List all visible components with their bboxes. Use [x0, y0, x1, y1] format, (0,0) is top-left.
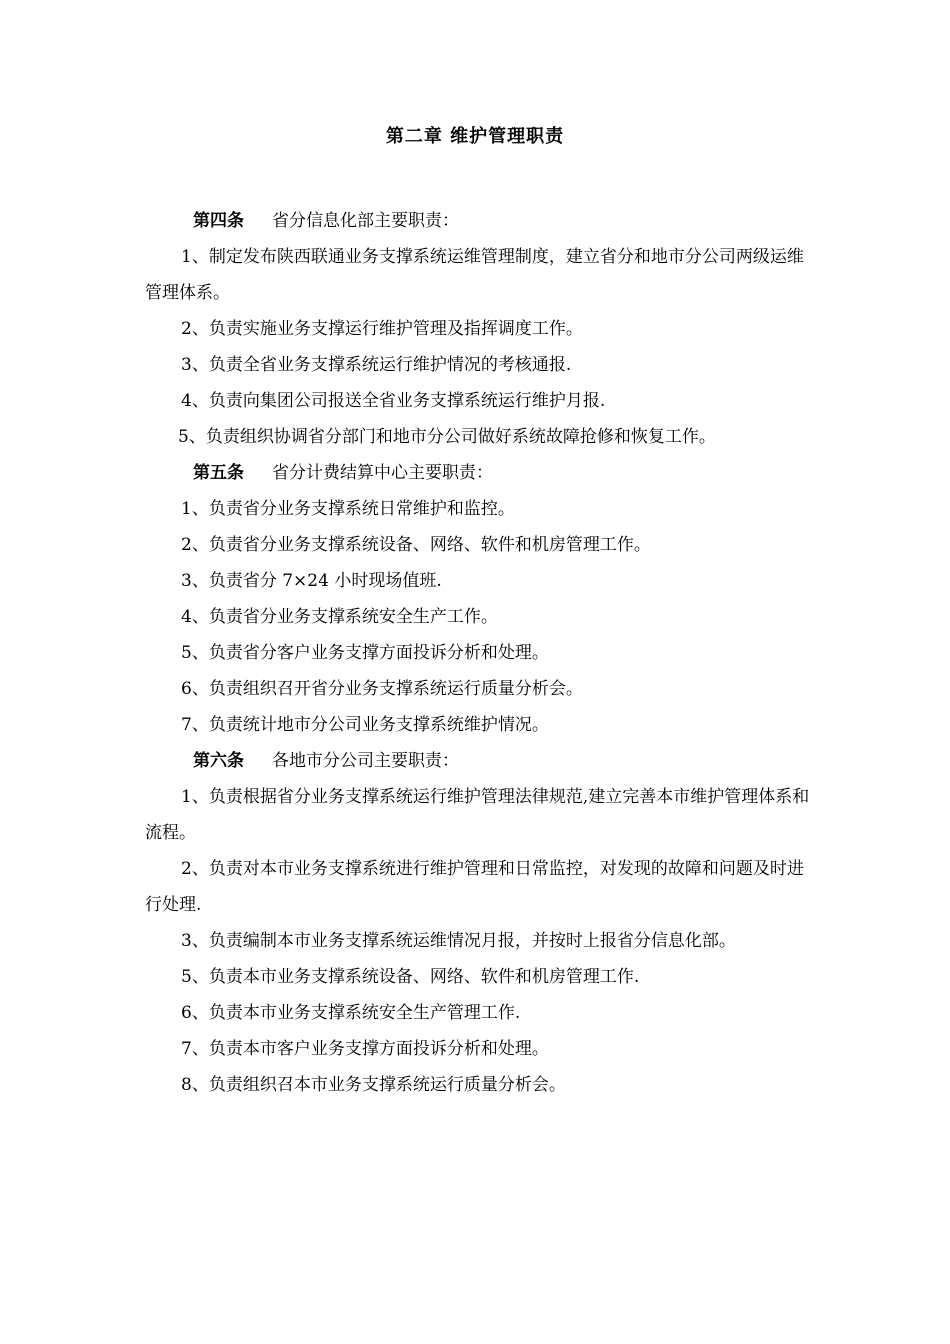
list-item: 2、负责对本市业务支撑系统进行维护管理和日常监控，对发现的故障和问题及时进行处理. — [145, 859, 804, 915]
list-item: 7、负责本市客户业务支撑方面投诉分析和处理。 — [181, 1039, 549, 1059]
list-item: 5、负责本市业务支撑系统设备、网络、软件和机房管理工作. — [181, 967, 640, 987]
article-heading-text: 省分信息化部主要职责： — [272, 211, 459, 231]
list-item: 6、负责本市业务支撑系统安全生产管理工作. — [181, 1003, 521, 1023]
article-heading-text: 各地市分公司主要职责： — [272, 751, 459, 771]
list-item: 5、负责省分客户业务支撑方面投诉分析和处理。 — [181, 643, 549, 663]
list-item: 3、负责省分 7×24 小时现场值班. — [181, 571, 442, 591]
article-heading — [145, 455, 810, 491]
article-heading — [145, 743, 810, 779]
list-item: 1、制定发布陕西联通业务支撑系统运维管理制度，建立省分和地市分公司两级运维管理体系。 — [145, 247, 804, 303]
article-label: 第四条 — [193, 211, 244, 231]
list-item: 5、负责组织协调省分部门和地市分公司做好系统故障抢修和恢复工作。 — [178, 427, 716, 447]
list-item: 1、负责根据省分业务支撑系统运行维护管理法律规范,建立完善本市维护管理体系和流程。 — [145, 787, 810, 843]
article-label: 第六条 — [193, 751, 244, 771]
list-item: 8、负责组织召本市业务支撑系统运行质量分析会。 — [181, 1075, 566, 1095]
article-label: 第五条 — [193, 463, 244, 483]
list-item: 4、负责省分业务支撑系统安全生产工作。 — [181, 607, 498, 627]
article-heading — [145, 203, 810, 239]
list-item: 2、负责省分业务支撑系统设备、网络、软件和机房管理工作。 — [181, 535, 651, 555]
list-item: 3、负责全省业务支撑系统运行维护情况的考核通报. — [181, 355, 572, 375]
list-item: 4、负责向集团公司报送全省业务支撑系统运行维护月报. — [181, 391, 606, 411]
list-item: 6、负责组织召开省分业务支撑系统运行质量分析会。 — [181, 679, 583, 699]
list-item: 7、负责统计地市分公司业务支撑系统维护情况。 — [181, 715, 549, 735]
list-item: 3、负责编制本市业务支撑系统运维情况月报，并按时上报省分信息化部。 — [181, 931, 736, 951]
article-heading-text: 省分计费结算中心主要职责： — [272, 463, 493, 483]
list-item: 1、负责省分业务支撑系统日常维护和监控。 — [181, 499, 515, 519]
chapter-title: 第二章 维护管理职责 — [385, 126, 565, 147]
list-item: 2、负责实施业务支撑运行维护管理及指挥调度工作。 — [181, 319, 583, 339]
document-body — [145, 203, 810, 1103]
